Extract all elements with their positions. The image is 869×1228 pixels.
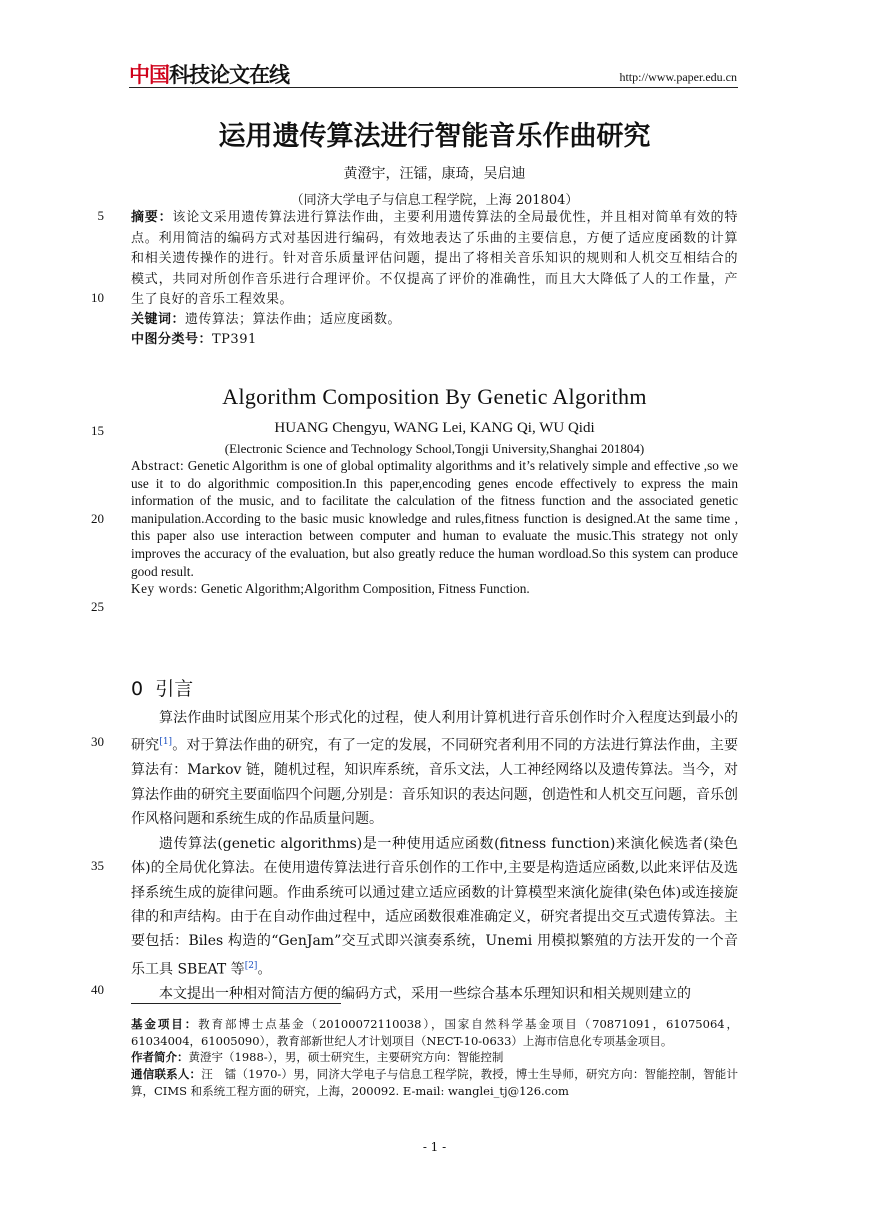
page-number: - 1 - <box>422 1140 447 1154</box>
keywords-en <box>131 580 738 598</box>
intro-body <box>131 706 738 1006</box>
line-number: 25 <box>91 599 104 614</box>
line-number: 15 <box>91 423 104 438</box>
footnote-fund <box>131 1016 738 1050</box>
keywords-zh <box>131 310 738 331</box>
abstract-en-text: Genetic Algorithm is one of global optimality algorithms and it’s relatively simple and effective ,so we use it to do algorithmic composition.In this paper,encoding genes encode effectively to express the main information of the music, and to facilitate the calculation of the fitness function and the associated genetic manipulation.According to the basic music knowledge and rules,fitness function is designed.At the same time , this paper also use interaction between computer and human to evaluate the music.This strategy not only improves the accuracy of the evaluation, but also greatly reduce the human wordload.So this system can produce good result. <box>131 458 738 579</box>
abstract-zh <box>131 208 738 311</box>
site-logo <box>129 60 319 90</box>
contact-label: 通信联系人： <box>131 1067 202 1081</box>
abstract-en <box>131 457 738 580</box>
keywords-en-text: Genetic Algorithm;Algorithm Composition, Fitness Function. <box>197 581 530 596</box>
abstract-zh-text: 该论文采用遗传算法进行算法作曲，主要利用遗传算法的全局最优性，并且相对简单有效的特点。利用简洁的编码方式对基因进行编码，有效地表达了乐曲的主要信息，方便了适应度函数的计算和相关遗传操作的进行。针对音乐质量评估问题，提出了将相关音乐知识的规则和人机交互相结合的模式，共同对所创作音乐进行合理评价。不仅提高了评价的准确性，而且大大降低了人的工作量，产生了良好的音乐工程效果。 <box>131 210 738 308</box>
intro-p1-text-cont: 。对于算法作曲的研究，有了一定的发展，不同研究者利用不同的方法进行算法作曲，主要算法有：Markov 链，随机过程，知识库系统，音乐文法，人工神经网络以及遗传算法。当今，对算法作曲的研究主要面临四个问题,分别是：音乐知识的表达问题，创造性和人机交互问题，音乐创作风格问题和系统生成的作品质量问题。 <box>131 738 739 828</box>
clc-label: 中图分类号： <box>131 332 213 347</box>
authors-en: HUANG Chengyu, WANG Lei, KANG Qi, WU Qidi <box>274 420 595 436</box>
affiliation-zh: （同济大学电子与信息工程学院，上海 201804） <box>290 193 579 208</box>
intro-paragraph-1 <box>131 706 738 832</box>
abstract-en-label: Abstract: <box>131 458 185 473</box>
english-title: Algorithm Composition By Genetic Algorithm <box>222 384 647 409</box>
author-label: 作者简介： <box>131 1050 189 1064</box>
clc-text: TP391 <box>212 332 257 347</box>
citation-1[interactable]: [1] <box>159 737 173 748</box>
logo-red-text: 中国 <box>129 63 169 87</box>
contact-text: 汪 镭（1970-）男，同济大学电子与信息工程学院，教授，博士生导师，研究方向：智能控制，智能计算，CIMS 和系统工程方面的研究，上海，200092. E-mail: wanglei_tj@126.com <box>131 1067 739 1098</box>
header-rule <box>129 87 738 88</box>
line-number: 40 <box>91 982 104 997</box>
citation-2[interactable]: [2] <box>244 960 258 971</box>
line-number: 35 <box>91 858 104 873</box>
keywords-en-label: Key words: <box>131 581 198 596</box>
section-heading <box>131 674 193 701</box>
intro-p2-text-cont: 。 <box>257 961 272 978</box>
authors-zh: 黄澄宇，汪镭，康琦，吴启迪 <box>343 166 526 182</box>
line-number: 5 <box>97 208 104 223</box>
intro-p2-text: 遗传算法(genetic algorithms)是一种使用适应函数(fitness function)来演化候选者(染色体)的全局优化算法。在使用遗传算法进行音乐创作的工作中,主要是构造适应函数,以此来评估及选择系统生成的旋律问题。作曲系统可以通过建立适应函数的计算模型来演化旋律(染色体)或连接旋律的和声结构。由于在自动作曲过程中，适应函数很难准确定义，研究者提出交互式遗传算法。主要包括：Biles 构造的“GenJam”交互式即兴演奏系统，Unemi 用模拟繁殖的方法开发的一个音乐工具 SBEAT 等 <box>131 835 738 978</box>
author-text: 黄澄宇（1988-），男，硕士研究生，主要研究方向：智能控制 <box>188 1050 504 1064</box>
abstract-zh-label: 摘要： <box>131 210 173 225</box>
clc-number <box>131 330 738 351</box>
line-number: 10 <box>91 290 104 305</box>
paper-title: 运用遗传算法进行智能音乐作曲研究 <box>218 121 651 152</box>
section-title: 引言 <box>155 678 194 700</box>
intro-paragraph-2 <box>131 832 738 982</box>
header-url[interactable]: http://www.paper.edu.cn <box>619 70 737 84</box>
keywords-zh-label: 关键词： <box>131 312 186 327</box>
intro-p1-text: 算法作曲时试图应用某个形式化的过程，使人利用计算机进行音乐创作时介入程度达到最小的研究 <box>131 710 738 755</box>
line-number: 20 <box>91 511 104 526</box>
intro-paragraph-3: 本文提出一种相对简洁方便的编码方式，采用一些综合基本乐理知识和相关规则建立的 <box>159 985 691 1002</box>
fund-label: 基金项目： <box>131 1017 199 1031</box>
footnote-contact <box>131 1066 738 1100</box>
footnote-rule <box>131 1003 341 1004</box>
section-number: 0 <box>131 678 144 700</box>
line-number: 30 <box>91 734 104 749</box>
affiliation-en: (Electronic Science and Technology School,Tongji University,Shanghai 201804) <box>224 441 645 456</box>
keywords-zh-text: 遗传算法；算法作曲；适应度函数。 <box>185 312 402 327</box>
footnote-author <box>131 1049 738 1066</box>
fund-text: 教育部博士点基金（20100072110038），国家自然科学基金项目（70871091，61075064，61034004，61005090），教育部新世纪人才计划项目（NECT-10-0633）上海市信息化专项基金项目。 <box>131 1017 739 1048</box>
logo-black-text: 科技论文在线 <box>169 63 289 87</box>
